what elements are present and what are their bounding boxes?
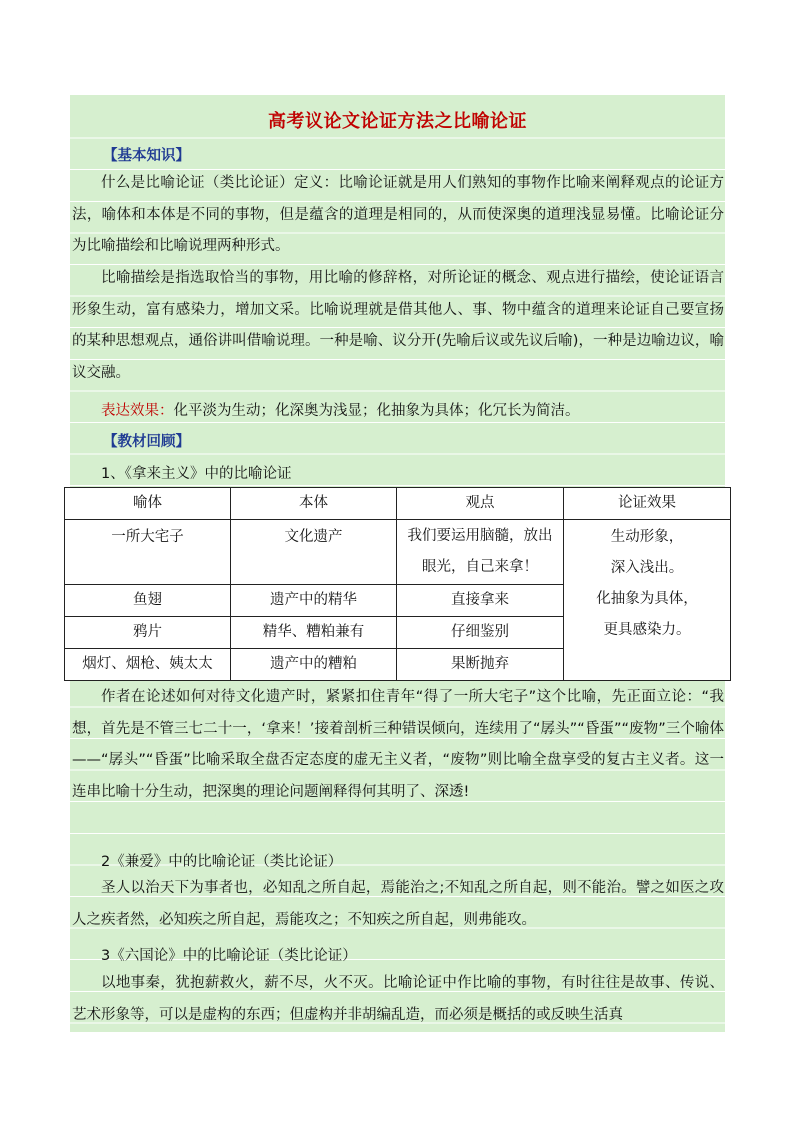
table-cell: 我们要运用脑髓，放出眼光，自己来拿！ — [397, 520, 564, 585]
page-title: 高考议论文论证方法之比喻论证 — [268, 111, 527, 132]
table-cell: 仔细鉴别 — [397, 617, 564, 649]
table-cell: 一所大宅子 — [65, 520, 231, 585]
item-title-nalai: 1、《拿来主义》中的比喻论证 — [101, 466, 292, 482]
paragraph-definition: 什么是比喻论证（类比论证）定义：比喻论证就是用人们熟知的事物作比喻来阐释观点的论证方法，喻体和本体是不同的事物，但是蕴含的道理是相同的，从而使深奥的道理浅显易懂。比喻论证分为比喻描绘和比喻说理两种形式。 — [72, 175, 724, 255]
section-heading-basic: 【基本知识】 — [103, 148, 190, 164]
table-cell: 鸦片 — [65, 617, 231, 649]
metaphor-table — [64, 487, 731, 681]
paragraph-liuguo: 以地事秦，犹抱薪救火，薪不尽，火不灭。比喻论证中作比喻的事物，有时往往是故事、传说、艺术形象等，可以是虚构的东西；但虚构并非胡编乱造，而必须是概括的或反映生活真 — [72, 975, 724, 1023]
table-cell: 果断抛弃 — [397, 649, 564, 681]
paragraph-analysis: 作者在论述如何对待文化遗产时，紧紧扣住青年“得了一所大宅子”这个比喻，先正面立论：“我想，首先是不管三七二十一，‘拿来！’接着剖析三种错误倾向，连续用了“孱头”“昏蛋”“废物”三个喻体——“孱头”“昏蛋”比喻采取全盘否定态度的虚无主义者，“废物”则比喻全盘享受的复古主义者。这一连串比喻十分生动，把深奥的理论问题阐释得何其明了、深透! — [72, 689, 724, 800]
table-cell: 精华、糟粕兼有 — [231, 617, 397, 649]
table-cell: 遗产中的糟粕 — [231, 649, 397, 681]
item-title-liuguo: 3《六国论》中的比喻论证（类比论证） — [101, 948, 357, 964]
table-cell: 直接拿来 — [397, 585, 564, 617]
table-header: 观点 — [397, 488, 564, 520]
paragraph-description: 比喻描绘是指选取恰当的事物，用比喻的修辞格，对所论证的概念、观点进行描绘，使论证语言形象生动，富有感染力，增加文采。比喻说理就是借其他人、事、物中蕴含的道理来论证自己要宣扬的某种思想观点，通俗讲叫借喻说理。一种是喻、议分开(先喻后议或先议后喻)，一种是边喻边议，喻议交融。 — [72, 270, 724, 381]
effect-line-3: 化抽象为具体， — [596, 591, 698, 607]
table-cell: 鱼翅 — [65, 585, 231, 617]
table-header: 喻体 — [65, 488, 231, 520]
table-cell-effect — [564, 520, 731, 681]
effect-line — [101, 399, 580, 420]
table-row — [65, 520, 731, 585]
table-header: 论证效果 — [564, 488, 731, 520]
effect-line-1: 生动形象， — [610, 529, 684, 545]
effect-text: 化平淡为生动；化深奥为浅显；化抽象为具体；化冗长为简洁。 — [173, 403, 580, 419]
table-cell: 文化遗产 — [231, 520, 397, 585]
paragraph-jianai: 圣人以治天下为事者也，必知乱之所自起，焉能治之;不知乱之所自起，则不能治。譬之如医之攻人之疾者然，必知疾之所自起，焉能攻之；不知疾之所自起，则弗能攻。 — [72, 880, 724, 928]
effect-line-4: 更具感染力。 — [603, 622, 691, 638]
table-header: 本体 — [231, 488, 397, 520]
table-header-row — [65, 488, 731, 520]
item-title-jianai: 2《兼爱》中的比喻论证（类比论证） — [101, 854, 343, 870]
table-cell: 遗产中的精华 — [231, 585, 397, 617]
table-cell: 烟灯、烟枪、姨太太 — [65, 649, 231, 681]
effect-label: 表达效果： — [101, 403, 174, 419]
effect-line-2: 深入浅出。 — [610, 560, 684, 576]
section-heading-review: 【教材回顾】 — [103, 434, 190, 450]
